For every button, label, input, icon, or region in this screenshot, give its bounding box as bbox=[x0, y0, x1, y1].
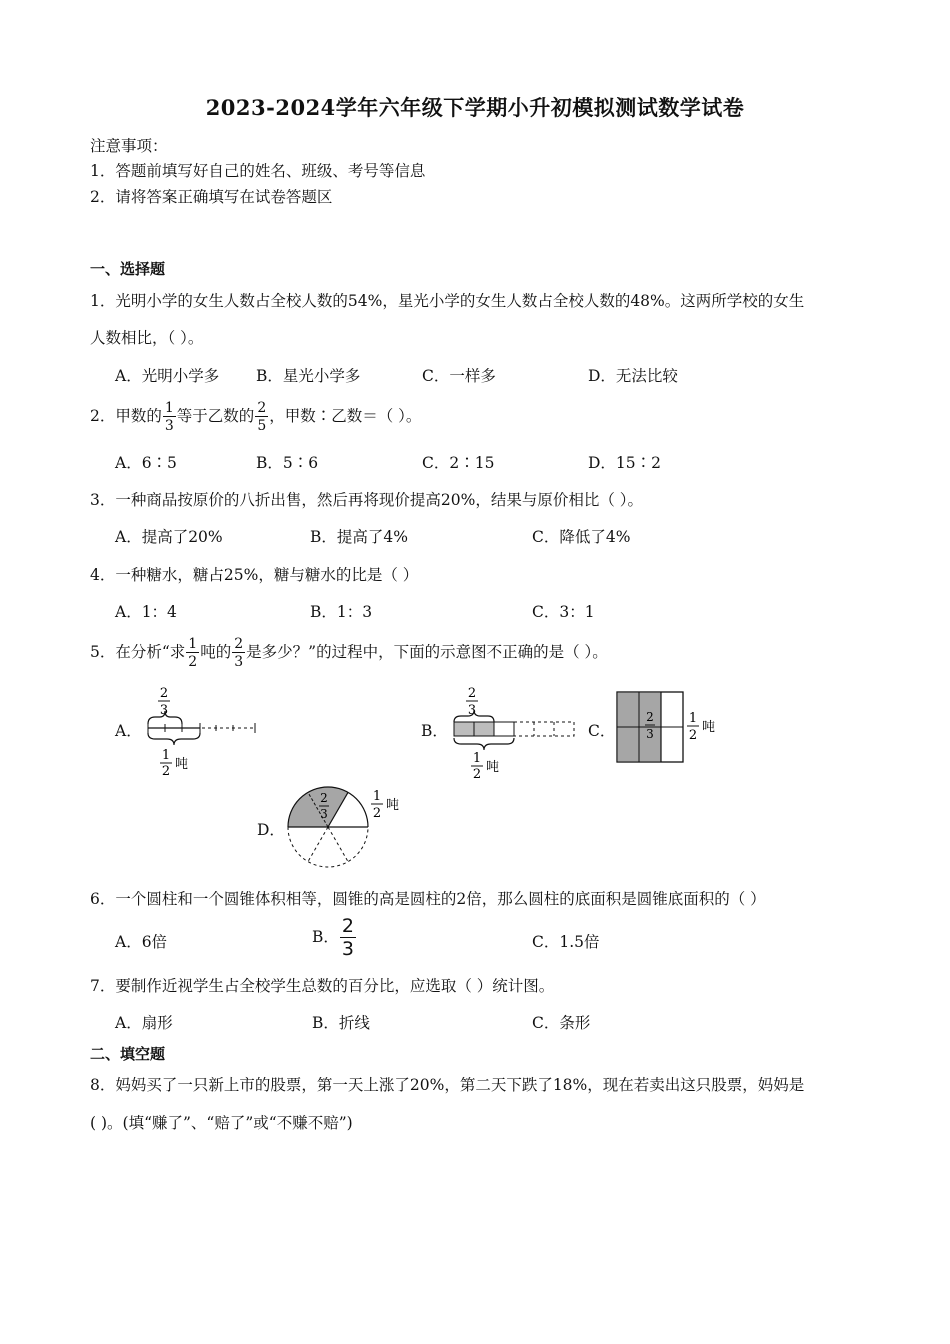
svg-text:2: 2 bbox=[159, 686, 169, 701]
svg-text:2: 2 bbox=[688, 728, 698, 743]
fraction-two-thirds: $\frac{2}{3}$ bbox=[341, 915, 354, 960]
svg-text:1: 1 bbox=[472, 751, 482, 766]
fraction-two-thirds: $\frac{2}{3}$ bbox=[234, 636, 244, 670]
page-title: 2023-2024学年六年级下学期小升初模拟测试数学试卷 bbox=[205, 95, 745, 120]
svg-text:吨: 吨 bbox=[486, 760, 500, 775]
svg-text:1: 1 bbox=[688, 711, 698, 726]
q4-option-b: B．1：3 bbox=[310, 603, 373, 621]
svg-text:2: 2 bbox=[320, 791, 328, 805]
svg-text:吨: 吨 bbox=[175, 757, 189, 772]
q1-option-c: C．一样多 bbox=[422, 367, 496, 385]
q6-option-b-label: B． bbox=[312, 928, 339, 946]
q2-text-part: ，甲数∶乙数＝（ ）。 bbox=[269, 407, 422, 425]
svg-text:2: 2 bbox=[161, 764, 171, 779]
fraction-one-third: $\frac{1}{3}$ bbox=[164, 400, 174, 434]
section-heading-choice: 一、选择题 bbox=[90, 260, 166, 278]
q6-option-a: A．6倍 bbox=[115, 933, 168, 951]
q3-option-c: C．降低了4% bbox=[532, 528, 631, 546]
question-5-text bbox=[90, 632, 608, 672]
question-6-text: 6．一个圆柱和一个圆锥体积相等，圆锥的高是圆柱的2倍，那么圆柱的底面积是圆锥底面积的（ ） bbox=[90, 890, 766, 908]
svg-text:2: 2 bbox=[372, 806, 382, 821]
fraction-one-half: $\frac{1}{2}$ bbox=[188, 636, 198, 670]
svg-text:1: 1 bbox=[372, 789, 382, 804]
svg-text:2: 2 bbox=[646, 710, 654, 724]
q5-option-d-label: D． bbox=[257, 821, 285, 839]
svg-text:吨: 吨 bbox=[702, 720, 716, 735]
q5-figure-d-diagram bbox=[282, 780, 417, 876]
q1-option-b: B．星光小学多 bbox=[256, 367, 361, 385]
section-heading-fill: 二、填空题 bbox=[90, 1045, 166, 1063]
q5-figure-a-diagram bbox=[140, 682, 265, 779]
q6-option-b bbox=[312, 917, 357, 959]
q1-option-a: A．光明小学多 bbox=[115, 367, 220, 385]
svg-text:3: 3 bbox=[467, 703, 477, 718]
notice-heading: 注意事项： bbox=[90, 137, 168, 155]
q6-option-c: C．1.5倍 bbox=[532, 933, 600, 951]
svg-text:1: 1 bbox=[161, 748, 171, 763]
q2-option-a: A．6∶5 bbox=[115, 454, 177, 472]
question-8-text-cont: ( )。(填“赚了”、“赔了”或“不赚不赔”) bbox=[90, 1114, 353, 1132]
q5-figure-c-diagram bbox=[614, 690, 724, 766]
q5-text-part: 5．在分析“求 bbox=[90, 643, 186, 661]
question-2-text bbox=[90, 396, 421, 436]
svg-text:吨: 吨 bbox=[386, 798, 400, 813]
q2-option-b: B．5∶6 bbox=[256, 454, 319, 472]
svg-text:2: 2 bbox=[472, 767, 482, 782]
q5-option-a-label: A． bbox=[115, 722, 142, 740]
q5-text-part: 吨的 bbox=[200, 643, 232, 661]
svg-text:3: 3 bbox=[159, 703, 169, 718]
q2-text-part: 2．甲数的 bbox=[90, 407, 162, 425]
q5-figure-b-diagram bbox=[448, 682, 583, 782]
question-3-text: 3．一种商品按原价的八折出售，然后再将现价提高20%，结果与原价相比（ ）。 bbox=[90, 491, 643, 509]
q4-option-c: C．3：1 bbox=[532, 603, 595, 621]
q2-option-d: D．15∶2 bbox=[588, 454, 662, 472]
q3-option-a: A．提高了20% bbox=[115, 528, 223, 546]
q2-option-c: C．2∶15 bbox=[422, 454, 495, 472]
q7-option-b: B．折线 bbox=[312, 1014, 370, 1032]
q7-option-c: C．条形 bbox=[532, 1014, 591, 1032]
q1-option-d: D．无法比较 bbox=[588, 367, 678, 385]
q5-option-b-label: B． bbox=[421, 722, 448, 740]
q7-option-a: A．扇形 bbox=[115, 1014, 173, 1032]
question-4-text: 4．一种糖水，糖占25%，糖与糖水的比是（ ） bbox=[90, 566, 419, 584]
q5-option-c-label: C． bbox=[588, 722, 616, 740]
notice-item: 1．答题前填写好自己的姓名、班级、考号等信息 bbox=[90, 162, 426, 180]
question-1-text-cont: 人数相比，（ ）。 bbox=[90, 329, 204, 347]
question-7-text: 7．要制作近视学生占全校学生总数的百分比，应选取（ ）统计图。 bbox=[90, 977, 555, 995]
q5-text-part: 是多少？”的过程中，下面的示意图不正确的是（ ）。 bbox=[246, 643, 608, 661]
notice-item: 2．请将答案正确填写在试卷答题区 bbox=[90, 188, 333, 206]
fraction-two-fifths: $\frac{2}{5}$ bbox=[257, 400, 267, 434]
svg-text:2: 2 bbox=[467, 686, 477, 701]
q3-option-b: B．提高了4% bbox=[310, 528, 408, 546]
q4-option-a: A．1：4 bbox=[115, 603, 177, 621]
q2-text-part: 等于乙数的 bbox=[176, 407, 255, 425]
svg-text:3: 3 bbox=[320, 807, 328, 821]
question-1-text: 1．光明小学的女生人数占全校人数的54%，星光小学的女生人数占全校人数的48%。这两所学校的女生 bbox=[90, 292, 805, 310]
question-8-text: 8．妈妈买了一只新上市的股票，第一天上涨了20%，第二天下跌了18%，现在若卖出这只股票，妈妈是 bbox=[90, 1076, 805, 1094]
svg-text:3: 3 bbox=[646, 727, 654, 741]
